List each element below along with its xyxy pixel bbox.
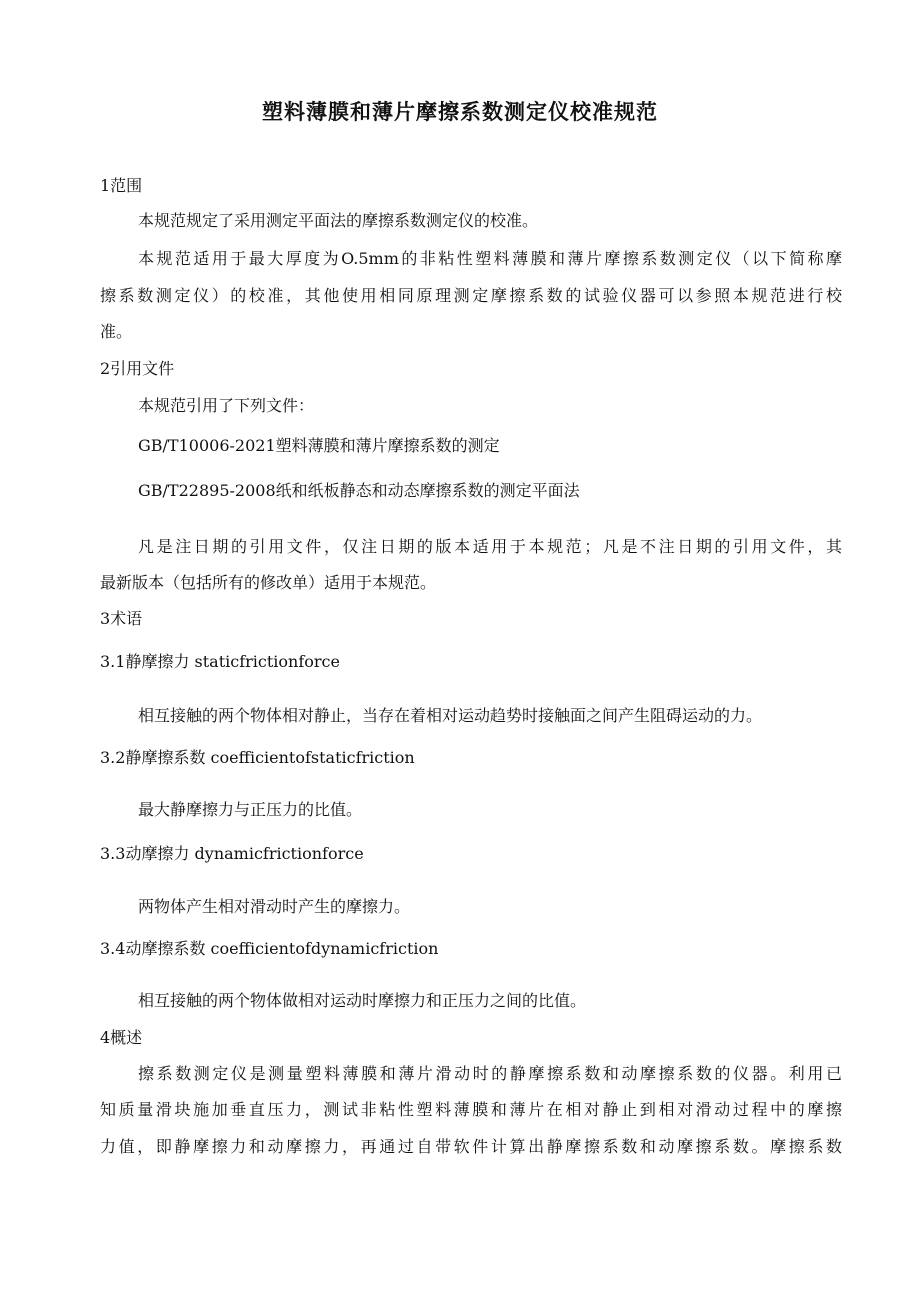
paragraph-line: 本规范适用于最大厚度为O.5mm的非粘性塑料薄膜和薄片摩擦系数测定仪（以下简称摩 <box>138 249 842 268</box>
paragraph-line: 知质量滑块施加垂直压力，测试非粘性塑料薄膜和薄片在相对静止到相对滑动过程中的摩擦 <box>100 1100 842 1119</box>
document-title: 塑料薄膜和薄片摩擦系数测定仪校准规范 <box>262 100 658 124</box>
term-heading: 3.1静摩擦力 staticfrictionforce <box>100 652 340 671</box>
section-heading-terms: 3术语 <box>100 609 143 628</box>
paragraph: 本规范引用了下列文件： <box>138 396 315 415</box>
section-heading-references: 2引用文件 <box>100 359 175 378</box>
term-definition: 相互接触的两个物体做相对运动时摩擦力和正压力之间的比值。 <box>138 991 587 1010</box>
term-definition: 最大静摩擦力与正压力的比值。 <box>138 800 363 819</box>
term-definition: 相互接触的两个物体相对静止，当存在着相对运动趋势时接触面之间产生阻碍运动的力。 <box>138 706 763 725</box>
paragraph-line: 力值，即静摩擦力和动摩擦力，再通过自带软件计算出静摩擦系数和动摩擦系数。摩擦系数 <box>100 1137 842 1156</box>
term-heading: 3.4动摩擦系数 coefficientofdynamicfriction <box>100 939 439 958</box>
paragraph-line: 凡是注日期的引用文件，仅注日期的版本适用于本规范；凡是不注日期的引用文件，其 <box>138 537 842 556</box>
term-heading: 3.3动摩擦力 dynamicfrictionforce <box>100 844 364 863</box>
section-heading-scope: 1范围 <box>100 176 143 195</box>
section-heading-overview: 4概述 <box>100 1028 143 1047</box>
paragraph-line: 擦系数测定仪是测量塑料薄膜和薄片滑动时的静摩擦系数和动摩擦系数的仪器。利用已 <box>138 1064 842 1083</box>
reference-item: GB/T10006-2021塑料薄膜和薄片摩擦系数的测定 <box>138 436 500 455</box>
paragraph-line: 最新版本（包括所有的修改单）适用于本规范。 <box>100 573 437 592</box>
term-heading: 3.2静摩擦系数 coefficientofstaticfriction <box>100 748 415 767</box>
reference-item: GB/T22895-2008纸和纸板静态和动态摩擦系数的测定平面法 <box>138 481 580 500</box>
paragraph-line: 擦系数测定仪）的校准，其他使用相同原理测定摩擦系数的试验仪器可以参照本规范进行校 <box>100 286 842 305</box>
paragraph-line: 准。 <box>100 322 133 341</box>
term-definition: 两物体产生相对滑动时产生的摩擦力。 <box>138 897 411 916</box>
paragraph: 本规范规定了采用测定平面法的摩擦系数测定仪的校准。 <box>138 211 539 230</box>
